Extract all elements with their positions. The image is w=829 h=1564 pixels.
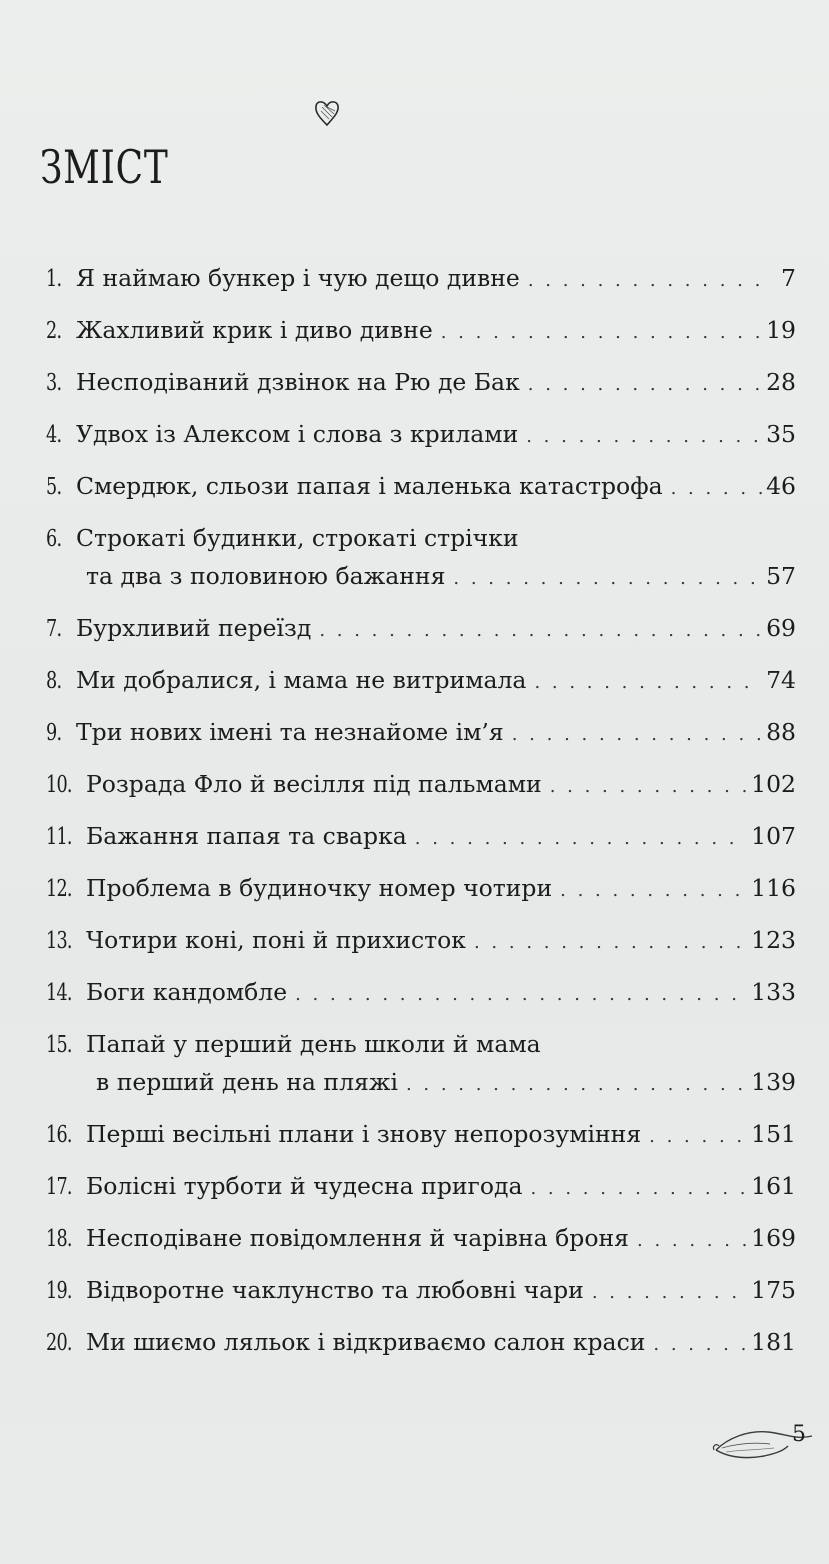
- heart-icon: [313, 98, 341, 128]
- chapter-title: Удвох із Алексом і слова з крилами: [76, 420, 519, 448]
- chapter-page-number: 123: [751, 926, 796, 954]
- chapter-number: 11.: [46, 822, 72, 850]
- dot-leader: [550, 772, 747, 802]
- chapter-title-block: [86, 873, 796, 911]
- chapter-number: 12.: [46, 874, 72, 902]
- page-number: 5: [792, 1422, 806, 1447]
- chapter-title: Чотири коні, поні й прихисток: [86, 926, 466, 954]
- chapter-title: Ми добралися, і мама не витримала: [76, 666, 527, 694]
- chapter-number: 16.: [46, 1120, 72, 1148]
- toc-entry: [46, 1223, 796, 1261]
- chapter-title: Папай у перший день школи й мама: [86, 1030, 541, 1058]
- chapter-title-block: [86, 769, 796, 807]
- chapter-title-block: [86, 1223, 796, 1261]
- toc-entry: [46, 977, 796, 1015]
- chapter-title: Три нових імені та незнайоме ім’я: [76, 718, 504, 746]
- toc-entry: [46, 821, 796, 859]
- dot-leader: [560, 876, 747, 906]
- dot-leader: [453, 564, 762, 594]
- dot-leader: [534, 668, 762, 698]
- chapter-title-block: [76, 315, 796, 353]
- chapter-number: 6.: [46, 524, 62, 552]
- dot-leader: [441, 318, 762, 348]
- chapter-number: 15.: [46, 1030, 72, 1058]
- chapter-page-number: 116: [751, 874, 796, 902]
- chapter-title: Несподіване повідомлення й чарівна броня: [86, 1224, 629, 1252]
- chapter-title: Я наймаю бункер і чую дещо дивне: [76, 264, 520, 292]
- chapter-title: Строкаті будинки, строкаті стрічки: [76, 524, 519, 552]
- chapter-title: Смердюк, сльози папая і маленька катастрофа: [76, 472, 663, 500]
- toc-entry: [46, 1119, 796, 1157]
- chapter-number: 9.: [46, 718, 62, 746]
- chapter-title: та два з половиною бажання: [86, 562, 446, 590]
- toc-entry: [46, 315, 796, 353]
- chapter-title-block: [76, 665, 796, 703]
- toc-entry: [46, 717, 796, 755]
- toc-entry: [46, 1171, 796, 1209]
- chapter-title-block: [86, 821, 796, 859]
- chapter-page-number: 102: [751, 770, 796, 798]
- chapter-number: 10.: [46, 770, 72, 798]
- dot-leader: [474, 928, 747, 958]
- dot-leader: [528, 266, 762, 296]
- dot-leader: [530, 1174, 747, 1204]
- chapter-page-number: 175: [751, 1276, 796, 1304]
- chapter-number: 3.: [46, 368, 62, 396]
- chapter-page-number: 133: [751, 978, 796, 1006]
- chapter-title-block: [76, 471, 796, 509]
- chapter-title-block: [86, 1029, 796, 1105]
- chapter-page-number: 161: [751, 1172, 796, 1200]
- toc-entry: [46, 1275, 796, 1313]
- chapter-page-number: 57: [766, 562, 796, 590]
- chapter-title-block: [76, 263, 796, 301]
- dot-leader: [649, 1122, 747, 1152]
- chapter-number: 7.: [46, 614, 62, 642]
- toc-entry: [46, 1327, 796, 1365]
- chapter-number: 13.: [46, 926, 72, 954]
- toc-entry: [46, 665, 796, 703]
- dot-leader: [415, 824, 747, 854]
- toc-entry: [46, 263, 796, 301]
- dot-leader: [406, 1070, 747, 1100]
- chapter-title-block: [86, 925, 796, 963]
- dot-leader: [295, 980, 747, 1010]
- chapter-title-block: [86, 1171, 796, 1209]
- chapter-page-number: 7: [781, 264, 796, 292]
- chapter-title-block: [76, 523, 796, 599]
- chapter-page-number: 35: [766, 420, 796, 448]
- chapter-number: 19.: [46, 1276, 72, 1304]
- chapter-title: Жахливий крик і диво дивне: [76, 316, 433, 344]
- chapter-page-number: 169: [751, 1224, 796, 1252]
- chapter-title: Бурхливий переїзд: [76, 614, 312, 642]
- chapter-title-block: [86, 1275, 796, 1313]
- chapter-page-number: 69: [766, 614, 796, 642]
- chapter-number: 8.: [46, 666, 62, 694]
- dot-leader: [526, 422, 762, 452]
- chapter-number: 20.: [46, 1328, 72, 1356]
- toc-entry: [46, 1029, 796, 1105]
- chapter-title: Перші весільні плани і знову непорозуміння: [86, 1120, 642, 1148]
- chapter-number: 14.: [46, 978, 72, 1006]
- chapter-title: Проблема в будиночку номер чотири: [86, 874, 553, 902]
- chapter-title-block: [76, 367, 796, 405]
- chapter-page-number: 139: [751, 1068, 796, 1096]
- chapter-page-number: 28: [766, 368, 796, 396]
- chapter-title: Боги кандомбле: [86, 978, 288, 1006]
- chapter-title-block: [86, 977, 796, 1015]
- chapter-page-number: 107: [751, 822, 796, 850]
- chapter-title-block: [86, 1327, 796, 1365]
- toc-entry: [46, 367, 796, 405]
- dot-leader: [637, 1226, 747, 1256]
- page-title: ЗМІСТ: [40, 140, 169, 194]
- chapter-title: Несподіваний дзвінок на Рю де Бак: [76, 368, 520, 396]
- dot-leader: [512, 720, 762, 750]
- dot-leader: [671, 474, 762, 504]
- chapter-page-number: 74: [766, 666, 796, 694]
- toc-entry: [46, 471, 796, 509]
- chapter-title: Болісні турботи й чудесна пригода: [86, 1172, 523, 1200]
- toc-entry: [46, 769, 796, 807]
- chapter-page-number: 181: [751, 1328, 796, 1356]
- page-number-block: [708, 1410, 818, 1470]
- dot-leader: [528, 370, 762, 400]
- toc-entry: [46, 873, 796, 911]
- chapter-number: 2.: [46, 316, 62, 344]
- chapter-page-number: 46: [766, 472, 796, 500]
- chapter-page-number: 151: [751, 1120, 796, 1148]
- dot-leader: [653, 1330, 747, 1360]
- chapter-title: Розрада Фло й весілля під пальмами: [86, 770, 542, 798]
- chapter-page-number: 88: [766, 718, 796, 746]
- chapter-title: в перший день на пляжі: [96, 1068, 398, 1096]
- chapter-title: Відворотне чаклунство та любовні чари: [86, 1276, 584, 1304]
- chapter-number: 17.: [46, 1172, 72, 1200]
- chapter-number: 18.: [46, 1224, 72, 1252]
- dot-leader: [319, 616, 762, 646]
- toc-entry: [46, 613, 796, 651]
- chapter-title-block: [76, 717, 796, 755]
- toc-entry: [46, 523, 796, 599]
- chapter-number: 5.: [46, 472, 62, 500]
- chapter-title: Бажання папая та сварка: [86, 822, 407, 850]
- toc-entry: [46, 925, 796, 963]
- chapter-number: 4.: [46, 420, 62, 448]
- chapter-title-block: [86, 1119, 796, 1157]
- dot-leader: [592, 1278, 747, 1308]
- chapter-number: 1.: [46, 264, 62, 292]
- chapter-title-block: [76, 613, 796, 651]
- toc-entry: [46, 419, 796, 457]
- chapter-page-number: 19: [766, 316, 796, 344]
- chapter-title: Ми шиємо ляльок і відкриваємо салон краси: [86, 1328, 646, 1356]
- chapter-title-block: [76, 419, 796, 457]
